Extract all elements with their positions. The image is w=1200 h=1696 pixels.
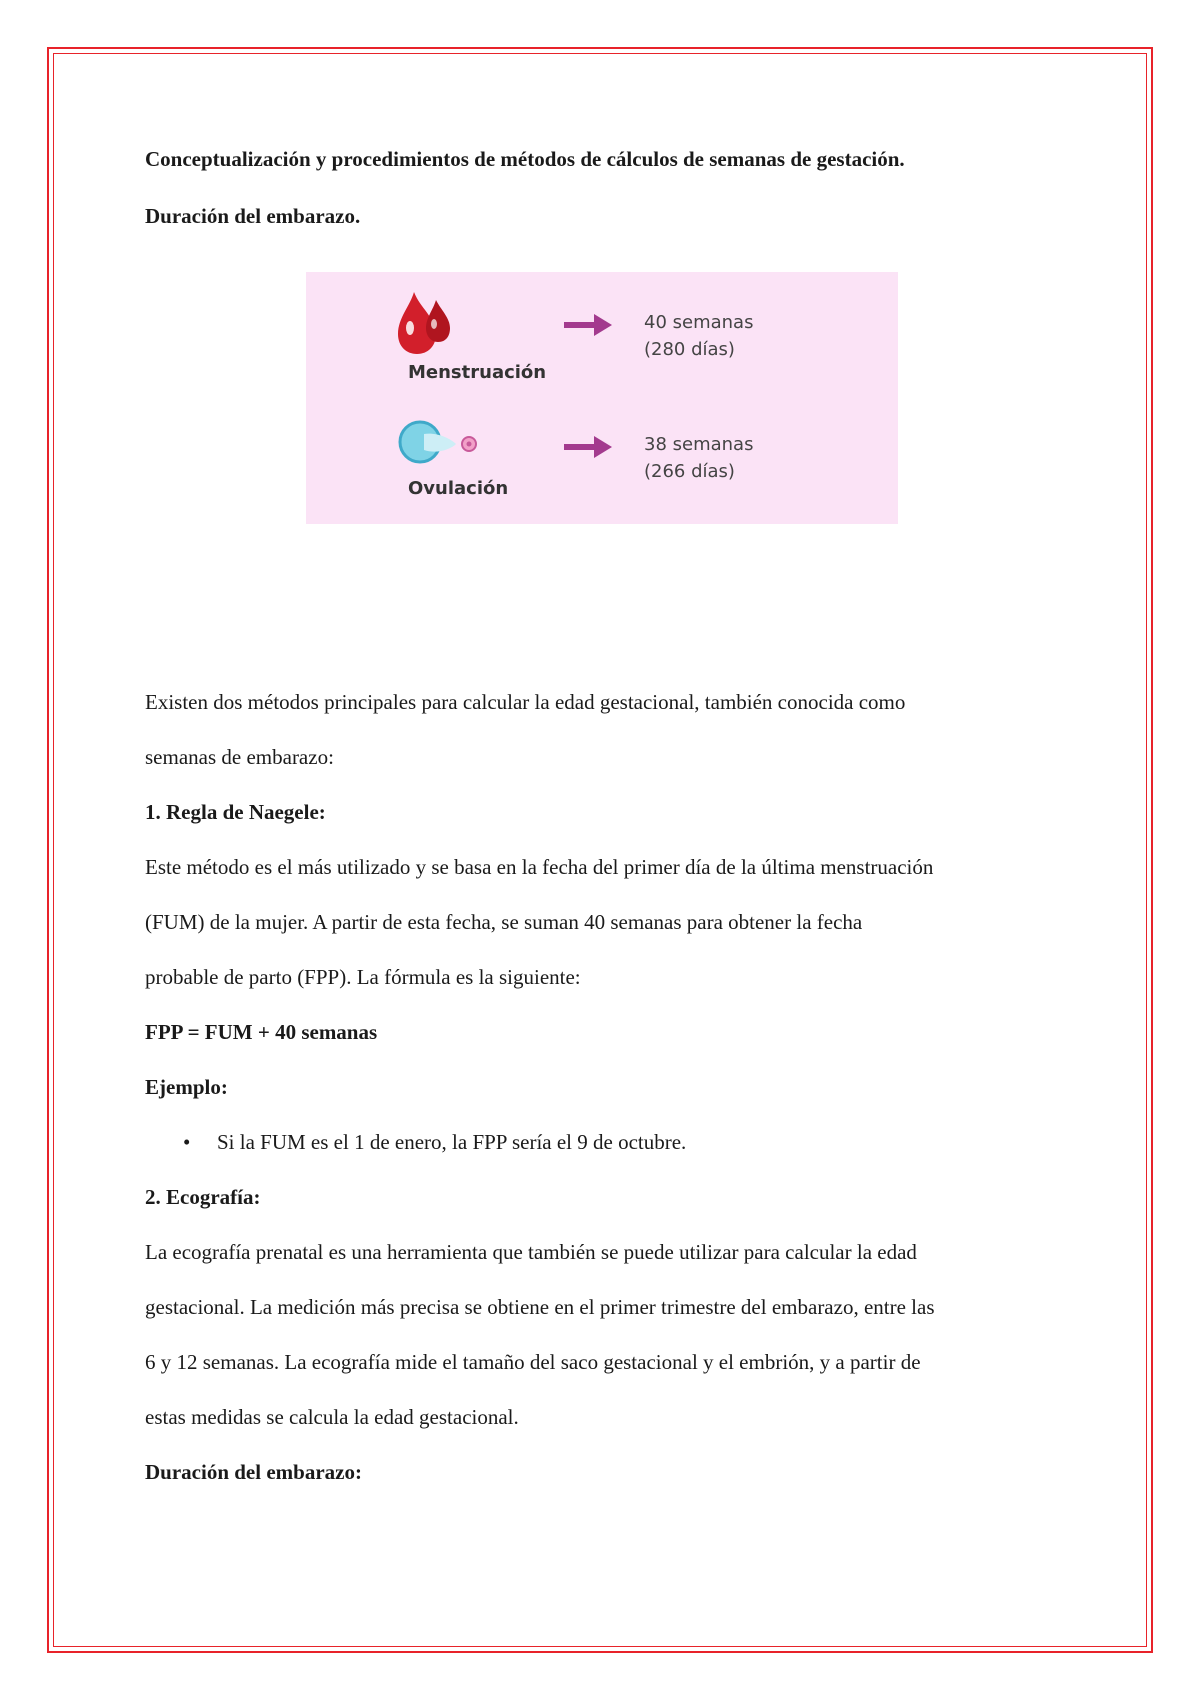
menstruation-weeks: 40 semanas (644, 312, 754, 333)
menstruation-label: Menstruación (408, 362, 547, 383)
bullet-icon: • (183, 1130, 191, 1154)
example-title: Ejemplo: (145, 1075, 228, 1099)
method1-text-line-3: probable de parto (FPP). La fórmula es la siguiente: (145, 965, 581, 989)
method1-text-line-2: (FUM) de la mujer. A partir de esta fecha, se suman 40 semanas para obtener la fecha (145, 910, 863, 934)
example-bullet-text: Si la FUM es el 1 de enero, la FPP sería el 9 de octubre. (217, 1130, 687, 1154)
ovulation-days: (266 días) (644, 461, 735, 482)
intro-text-line-1: Existen dos métodos principales para calcular la edad gestacional, también conocida como (145, 690, 906, 714)
method1-text-line-1: Este método es el más utilizado y se basa en la fecha del primer día de la última menstruación (145, 855, 934, 879)
section-subheading: Duración del embarazo. (145, 204, 361, 228)
ovum-icon (400, 422, 476, 462)
method2-title: 2. Ecografía: (145, 1185, 261, 1209)
method2-text-line-2: gestacional. La medición más precisa se obtiene en el primer trimestre del embarazo, entre las (145, 1295, 935, 1319)
ovulation-label: Ovulación (408, 478, 509, 499)
document-heading: Conceptualización y procedimientos de métodos de cálculos de semanas de gestación. (145, 147, 905, 171)
arrow-icon-row-1 (564, 314, 612, 336)
intro-text-line-2: semanas de embarazo: (145, 745, 334, 769)
method2-text-line-1: La ecografía prenatal es una herramienta que también se puede utilizar para calcular la edad (145, 1240, 917, 1264)
pregnancy-duration-infographic (306, 272, 898, 524)
arrow-icon-row-2 (564, 436, 612, 458)
closing-title: Duración del embarazo: (145, 1460, 362, 1484)
ovulation-weeks: 38 semanas (644, 434, 754, 455)
formula: FPP = FUM + 40 semanas (145, 1020, 378, 1044)
method2-text-line-3: 6 y 12 semanas. La ecografía mide el tamaño del saco gestacional y el embrión, y a partir de (145, 1350, 921, 1374)
menstruation-days: (280 días) (644, 339, 735, 360)
blood-drop-icon (398, 292, 450, 354)
method2-text-line-4: estas medidas se calcula la edad gestacional. (145, 1405, 519, 1429)
method1-title: 1. Regla de Naegele: (145, 800, 326, 824)
infographic-graphics (306, 272, 898, 524)
